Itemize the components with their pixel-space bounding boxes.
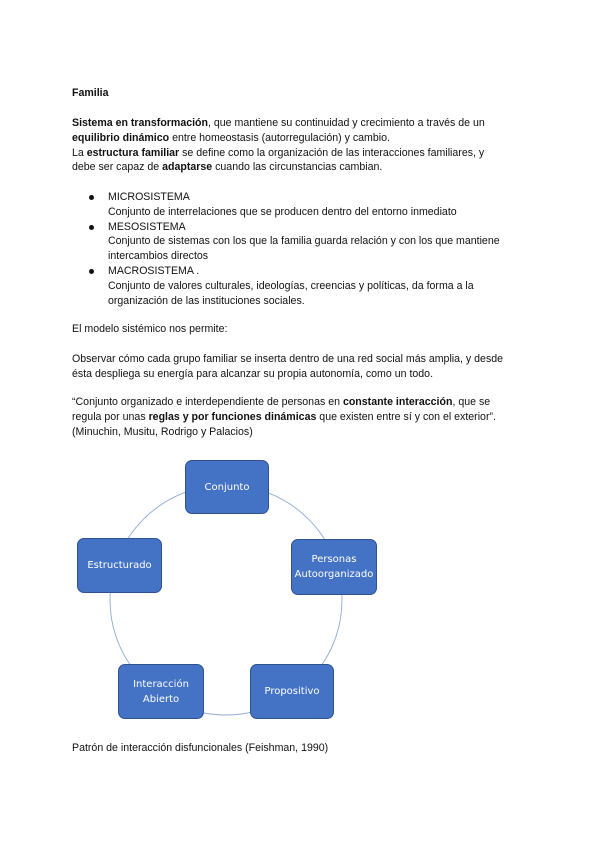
quote-paragraph <box>72 395 532 439</box>
text: se define como la organización de las interacciones familiares, y <box>179 146 485 159</box>
node-propositivo <box>250 664 334 719</box>
system-name: MESOSISTEMA <box>108 220 186 233</box>
node-label: Autoorganizado <box>294 569 374 580</box>
node-label: Conjunto <box>204 481 250 493</box>
text: debe ser capaz de <box>72 161 163 174</box>
list-item <box>72 220 532 264</box>
node-estructurado <box>77 538 162 593</box>
list-item <box>72 264 532 308</box>
intro-line-3 <box>72 146 532 161</box>
node-label: Interacción <box>133 678 189 690</box>
bold-text: adaptarse <box>162 161 213 174</box>
bullet-icon <box>89 269 94 274</box>
intro-line-2 <box>72 131 532 146</box>
bold-text: equilibrio dinámico <box>72 131 170 144</box>
figure-caption: Patrón de interacción disfuncionales (Feishman, 1990) <box>72 742 329 754</box>
quote-line-2 <box>72 410 532 425</box>
bold-text: Sistema en transformación <box>72 117 208 129</box>
system-name: MACROSISTEMA . <box>108 264 200 277</box>
system-description: Conjunto de sistemas con los que la familia guarda relación y con los que mantiene <box>108 235 500 248</box>
intro-line-4 <box>72 160 532 175</box>
text: “Conjunto organizado e interdependiente de personas en <box>72 396 343 408</box>
text: que existen entre sí y con el exterior”. <box>316 410 496 423</box>
cycle-diagram <box>70 455 400 725</box>
quote-line-1 <box>72 395 532 410</box>
observe-line-2: ésta despliega su energía para alcanzar su propia autonomía, como un todo. <box>72 367 434 380</box>
system-description: Conjunto de valores culturales, ideologías, creencias y políticas, da forma a la <box>108 279 474 292</box>
node-label: Estructurado <box>87 560 152 571</box>
bold-text: reglas y por funciones dinámicas <box>148 410 317 423</box>
text: , que mantiene su continuidad y crecimiento a través de un <box>208 117 485 129</box>
systems-list <box>72 190 532 308</box>
system-description: intercambios directos <box>108 250 209 263</box>
observe-paragraph <box>72 352 532 382</box>
bullet-icon <box>89 225 94 230</box>
node-label: Personas <box>311 554 357 565</box>
system-description: Conjunto de interrelaciones que se producen dentro del entorno inmediato <box>108 205 457 218</box>
bold-text: estructura familiar <box>86 146 180 159</box>
intro-paragraph <box>72 116 532 175</box>
node-label: Propositivo <box>264 686 320 697</box>
bold-text: constante interacción <box>342 396 453 408</box>
text: La <box>72 146 87 159</box>
intro-line-1 <box>72 116 532 131</box>
system-name: MICROSISTEMA <box>108 191 190 203</box>
node-conjunto <box>185 460 269 514</box>
node-interaccion <box>118 664 204 719</box>
list-item <box>72 190 532 220</box>
text: entre homeostasis (autorregulación) y cambio. <box>169 131 390 144</box>
quote-citation: (Minuchin, Musitu, Rodrigo y Palacios) <box>72 425 253 438</box>
text: cuando las circunstancias cambian. <box>212 161 383 174</box>
model-intro: El modelo sistémico nos permite: <box>72 323 228 335</box>
text: , que se <box>452 396 491 408</box>
bullet-icon <box>89 195 94 200</box>
node-label: Abierto <box>142 693 180 705</box>
observe-line-1: Observar cómo cada grupo familiar se inserta dentro de una red social más amplia, y desde <box>72 353 504 365</box>
text: regula por unas <box>72 410 149 423</box>
section-title: Familia <box>72 87 109 99</box>
system-description: organización de las instituciones sociales. <box>108 294 305 307</box>
node-personas <box>291 539 377 595</box>
